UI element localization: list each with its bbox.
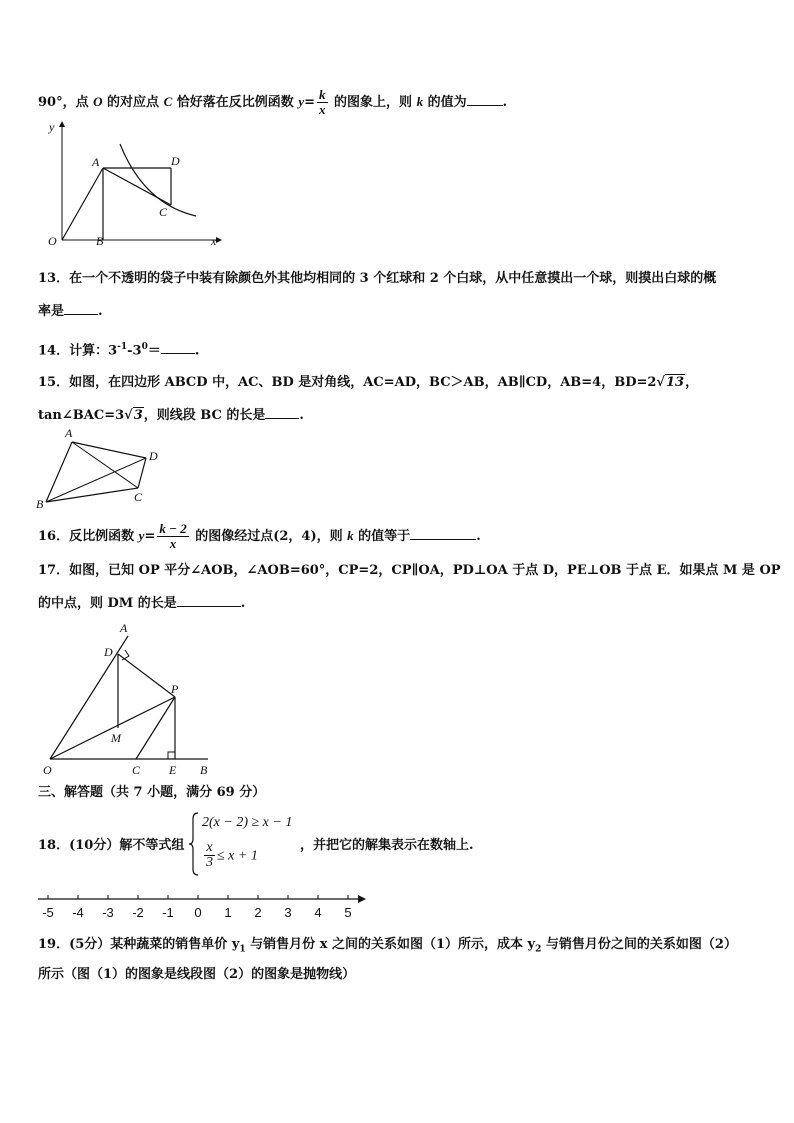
q12-text: 90°，点 O 的对应点 C 恰好落在反比例函数 y= $\frac{k}{x}$ 的图象上，则 k 的值为 . [38,87,508,117]
q19-line2: 所示（图（1）的图象是线段图（2）的图象是抛物线） [38,967,356,982]
section-title: 三、解答题（共 7 小题，满分 69 分） [38,785,266,800]
number-line-label: -2 [132,905,144,920]
fig-label-x: x [211,234,217,248]
q16-text: 16．反比例函数 y= $\frac{k - 2}{x}$ 的图像经过点(2，4)，则 k 的值等于 . [38,521,481,551]
q14-text: 14．计算：$3^{-1}-3^0=$ . [38,342,200,359]
number-line [34,888,374,924]
number-line-label: -4 [72,905,84,920]
q15-line1: 15．如图，在四边形 ABCD 中，AC、BD 是对角线，AC=AD，BC＞AB，AB∥CD，AB=4，BD=2√13， [38,375,699,390]
q12-figure [36,118,226,252]
number-line-label: 4 [314,905,322,920]
answer-blank[interactable] [410,526,476,540]
q16-fraction: $\frac{k - 2}{x}$ [159,521,187,551]
q18-suffix: ，并把它的解集表示在数轴上. [300,838,474,853]
number-line-label: 3 [284,905,292,920]
fig-label-c: C [134,490,143,504]
q17-line2: 的中点，则 DM 的长是 . [38,593,245,613]
fig-label-m: M [111,731,121,745]
inequality-2: $\frac{x}{3}$ ≤ x + 1 [206,840,258,870]
answer-blank[interactable] [177,593,241,607]
brace-icon [188,811,200,877]
fig-label-c: C [159,205,168,219]
fig-label-a: A [120,621,128,635]
fig-label-y: y [49,120,55,134]
q18-prefix: 18．(10分）解不等式组 [38,838,185,853]
fig-label-e: E [169,763,177,777]
fig-label-o: O [43,763,52,777]
number-line-label: 2 [254,905,262,920]
answer-blank[interactable] [64,301,98,315]
q13-line1: 13．在一个不透明的袋子中装有除颜色外其他均相同的 3 个红球和 2 个白球，从中任意摸出一个球，则摸出白球的概 [38,271,717,286]
fig-label-d: D [171,154,180,168]
answer-blank[interactable] [467,92,503,106]
sqrt-3: √3 [124,408,143,423]
number-line-label: -1 [162,905,174,920]
q13-line2: 率是 . [38,301,103,321]
q12-fraction: $\frac{k}{x}$ [319,87,326,117]
number-line-label: -3 [102,905,114,920]
q15-figure [34,426,164,512]
number-line-label: -5 [42,905,54,920]
fig-label-b: B [36,497,44,511]
fig-label-a: A [92,155,100,169]
number-line-label: 0 [194,905,202,920]
fig-label-d: D [149,449,158,463]
q15-line2: tan∠BAC=3√3，则线段 BC 的长是 . [38,405,304,425]
fig-label-o: O [48,234,57,248]
fig-label-a: A [65,426,73,440]
fig-label-b: B [96,234,104,248]
fig-label-c: C [132,763,141,777]
q19-line1: 19．(5分）某种蔬菜的销售单价 $y_1$ 与销售月份 x 之间的关系如图（1）所示，成本 $y_2$ 与销售月份之间的关系如图（2） [38,937,737,955]
q17-figure [38,618,228,782]
number-line-label: 1 [224,905,232,920]
answer-blank[interactable] [161,340,195,354]
number-line-label: 5 [344,905,352,920]
answer-blank[interactable] [265,405,299,419]
fig-label-b: B [200,763,208,777]
fig-label-p: P [171,682,179,696]
inequality-1: 2(x − 2) ≥ x − 1 [202,815,293,830]
sqrt-13: √13 [656,375,685,390]
fig-label-d: D [104,645,113,659]
q17-line1: 17．如图，已知 OP 平分∠AOB，∠AOB=60°，CP=2，CP∥OA，PD⊥OA 于点 D，PE⊥OB 于点 E．如果点 M 是 OP [38,563,781,578]
